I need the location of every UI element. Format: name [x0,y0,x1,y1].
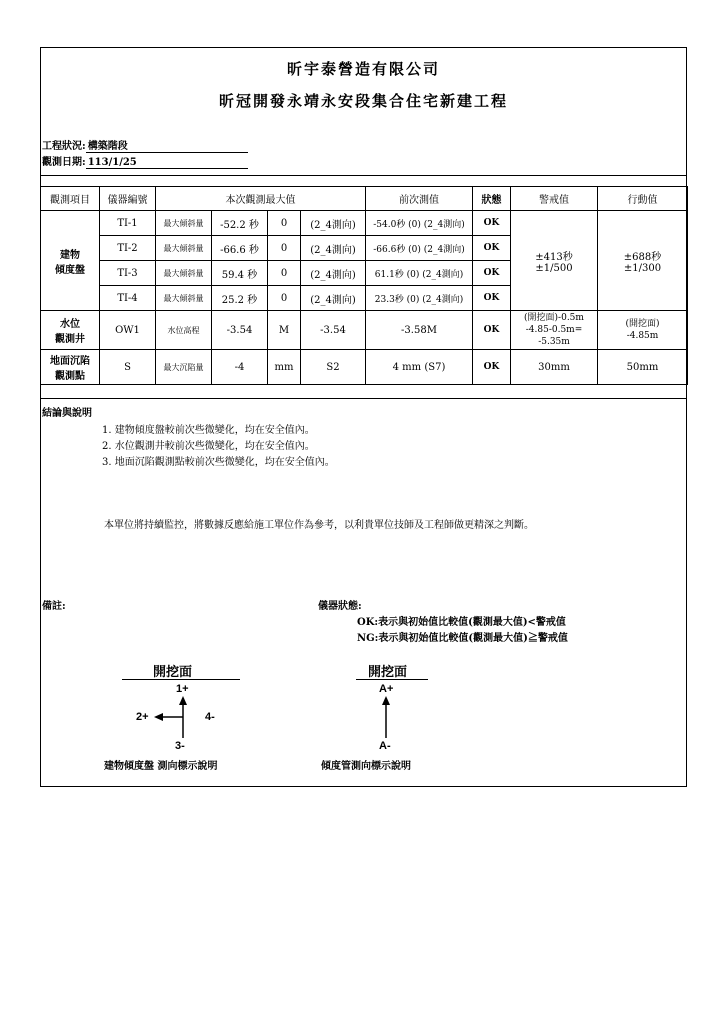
settle-group-line1: 地面沉陷 [50,356,90,367]
unit: mm [268,350,301,385]
instrument-status-title: 儀器狀態: [318,601,362,612]
status-badge: OK [473,350,511,385]
tilt-action-line1: ±688秒 [623,251,662,263]
measure-label: 最大傾斜量 [156,211,212,236]
status-value: 構築階段 [86,137,248,153]
water-action-line1: (開挖面) [625,319,660,329]
measure-label: 最大沉陷量 [156,350,212,385]
direction-label-left: 2+ [136,711,149,723]
direction: (2_4測向) [301,236,366,261]
instrument-id: TI-1 [100,211,156,236]
settlement-row [41,350,688,385]
header-action: 行動值 [598,187,688,211]
ok-definition: OK:表示與初始值比較值(觀測最大值)<警戒值 [357,617,566,628]
header-current-max: 本次觀測最大值 [156,187,366,211]
header-item: 觀測項目 [41,187,100,211]
measure-label: 最大傾斜量 [156,236,212,261]
tilt-group-line1: 建物 [60,249,80,261]
max-value: 59.4 秒 [212,261,268,286]
water-group-label [41,311,100,350]
direction-label-up: A+ [379,683,394,695]
direction: (2_4測向) [301,286,366,311]
direction-label-down: A- [379,740,391,752]
conclusion-item: 3. 地面沉陷觀測點較前次些微變化，均在安全值內。 [102,457,335,468]
max-value: -3.54 [212,311,268,350]
water-alert-line3: -5.35m [538,337,570,347]
excavation-face-label: 開挖面 [153,664,193,679]
ng-definition: NG:表示與初始值比較值(觀測最大值)≧警戒值 [357,633,568,644]
status-badge: OK [473,311,511,350]
conclusion-paragraph: 本單位將持續監控，將數據反應給施工單位作為參考，以利貴單位技師及工程師做更精深之判斷。 [104,520,534,531]
status-row [42,137,248,153]
status-badge: OK [473,286,511,311]
zero-value: 0 [268,211,301,236]
instrument-id: TI-2 [100,236,156,261]
header-row [41,187,688,211]
tilt-action [598,211,688,311]
point-id: S2 [301,350,366,385]
company-title: 昕宇泰營造有限公司 [286,60,440,78]
monitoring-table [40,186,688,385]
direction-label-up: 1+ [176,683,189,695]
previous-value: -3.58M [366,311,473,350]
measure-label: 最大傾斜量 [156,286,212,311]
water-row [41,311,688,350]
instrument-id: TI-4 [100,286,156,311]
section-divider [40,398,687,399]
status-badge: OK [473,211,511,236]
tilt-alert [511,211,598,311]
secondary-value: -3.54 [301,311,366,350]
project-title: 昕冠開發永靖永安段集合住宅新建工程 [218,92,508,110]
section-divider [40,175,687,176]
zero-value: 0 [268,261,301,286]
max-value: -4 [212,350,268,385]
previous-value: -54.0秒 (0) (2_4測向) [366,211,473,236]
water-alert-line2: -4.85-0.5m= [525,325,583,335]
previous-value: 23.3秒 (0) (2_4測向) [366,286,473,311]
settle-action: 50mm [598,350,688,385]
header-alert: 警戒值 [511,187,598,211]
excavation-face-line [122,679,240,680]
direction-label-right: 4- [205,711,215,723]
tilt-alert-line2: ±1/500 [535,262,573,274]
direction-label-down: 3- [175,740,185,752]
instrument-id: OW1 [100,311,156,350]
remarks-label: 備註: [42,601,66,612]
zero-value: 0 [268,236,301,261]
tilt-group-label [41,211,100,311]
status-badge: OK [473,261,511,286]
date-row [42,153,248,169]
water-group-line1: 水位 [60,319,80,330]
instrument-id: TI-3 [100,261,156,286]
tilt-plate-arrows-icon [150,694,200,744]
table-row [41,211,688,236]
direction: (2_4測向) [301,211,366,236]
settle-group-label [41,350,100,385]
conclusion-title: 結論與說明 [42,408,92,419]
date-label: 觀測日期: [42,157,86,168]
header-previous: 前次測值 [366,187,473,211]
tilt-alert-line1: ±413秒 [535,251,573,263]
measure-label: 水位高程 [156,311,212,350]
instrument-id: S [100,350,156,385]
water-action-line2: -4.85m [626,331,659,341]
water-alert [511,311,598,350]
direction: (2_4測向) [301,261,366,286]
inclinometer-arrow-icon [376,694,396,744]
settle-alert: 30mm [511,350,598,385]
max-value: -52.2 秒 [212,211,268,236]
unit: M [268,311,301,350]
water-alert-line1: (開挖面)-0.5m [524,313,584,323]
water-group-line2: 觀測井 [55,334,85,345]
excavation-face-line [356,679,428,680]
tilt-action-line2: ±1/300 [623,262,662,274]
excavation-face-label: 開挖面 [368,664,408,679]
zero-value: 0 [268,286,301,311]
header-instrument: 儀器編號 [100,187,156,211]
max-value: -66.6 秒 [212,236,268,261]
previous-value: 4 mm (S7) [366,350,473,385]
measure-label: 最大傾斜量 [156,261,212,286]
max-value: 25.2 秒 [212,286,268,311]
conclusion-item: 1. 建物傾度盤較前次些微變化，均在安全值內。 [102,425,315,436]
header-status: 狀態 [473,187,511,211]
conclusion-item: 2. 水位觀測井較前次些微變化，均在安全值內。 [102,441,315,452]
tilt-group-line2: 傾度盤 [55,264,85,276]
previous-value: 61.1秒 (0) (2_4測向) [366,261,473,286]
status-label: 工程狀況: [42,141,86,152]
previous-value: -66.6秒 (0) (2_4測向) [366,236,473,261]
date-value: 113/1/25 [86,157,248,169]
settle-group-line2: 觀測點 [55,371,85,382]
inclinometer-caption: 傾度管測向標示說明 [321,761,411,772]
water-action [598,311,688,350]
status-badge: OK [473,236,511,261]
tilt-plate-caption: 建物傾度盤 測向標示說明 [104,761,218,772]
